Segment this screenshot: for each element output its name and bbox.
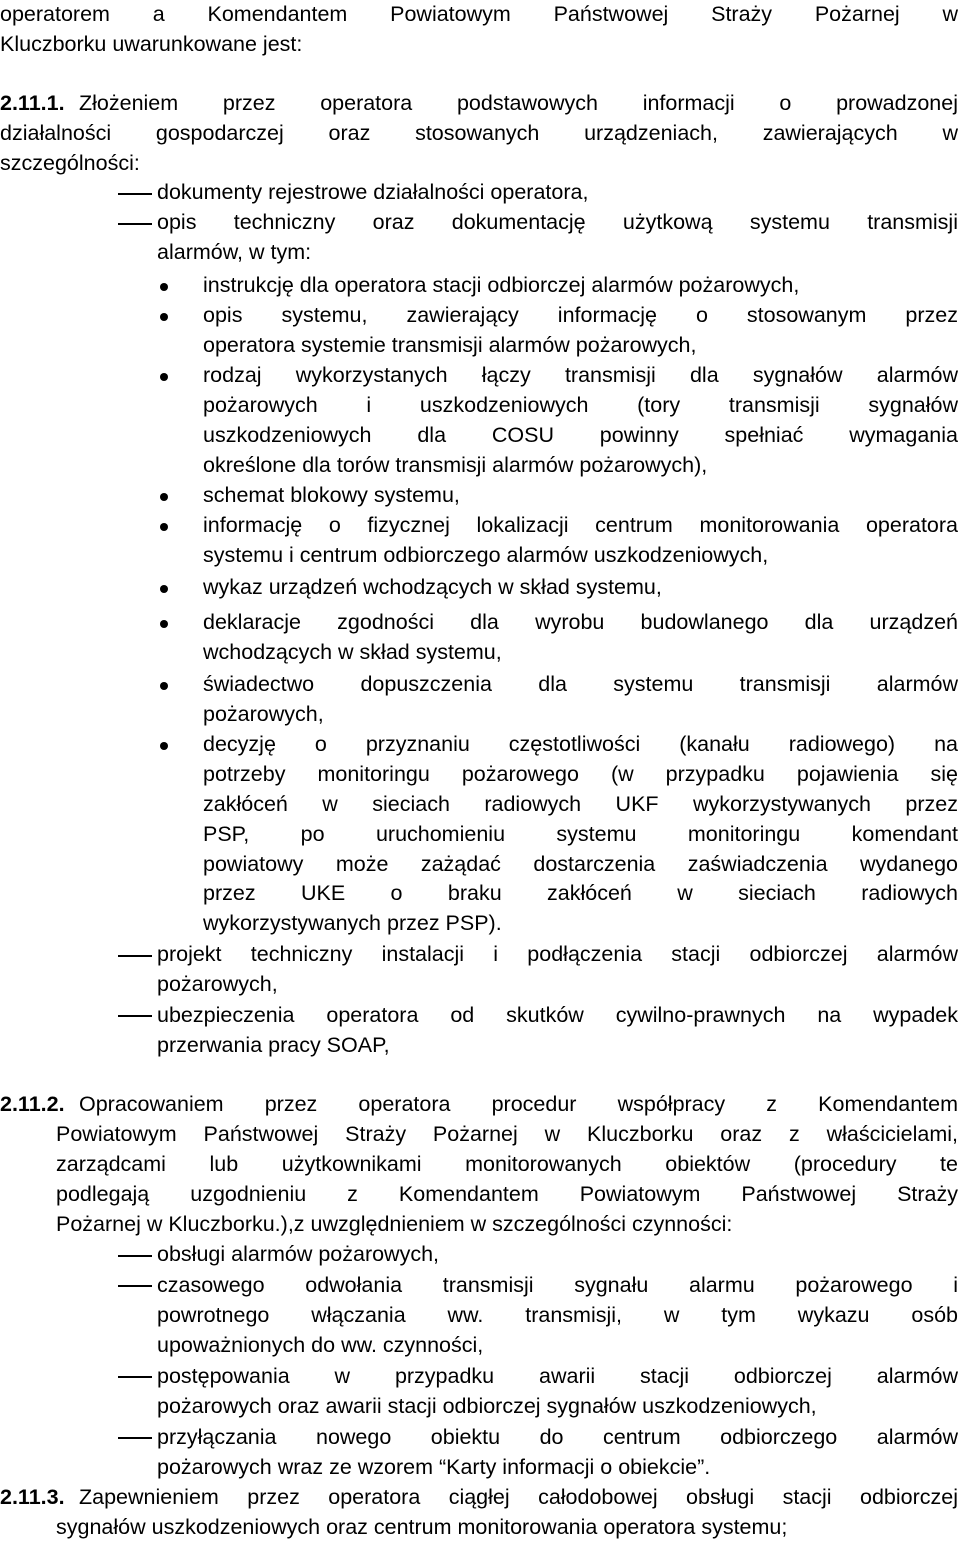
text-line: powrotnego włączania ww. transmisji, w tym wykazu osób bbox=[157, 1302, 958, 1327]
list-item bbox=[157, 940, 958, 1000]
bullet-item bbox=[203, 271, 918, 301]
text-line: rodzaj wykorzystanych łączy transmisji dla sygnałów alarmów bbox=[203, 363, 958, 387]
text-line: szczególności: bbox=[0, 150, 140, 175]
text-line: świadectwo dopuszczenia dla systemu transmisji alarmów bbox=[203, 672, 958, 696]
text-line: projekt techniczny instalacji i podłączenia stacji odbiorczej alarmów bbox=[157, 942, 958, 966]
text-line: postępowania w przypadku awarii stacji odbiorczej alarmów bbox=[157, 1364, 958, 1388]
text-line: sygnałów uszkodzeniowych oraz centrum monitorowania operatora systemu; bbox=[56, 1514, 788, 1539]
section-number: 2.11.2. bbox=[0, 1092, 65, 1116]
text-line: operatorem a Komendantem Powiatowym Państwowej Straży Pożarnej w bbox=[0, 2, 958, 26]
text-line: pożarowych wraz ze wzorem “Karty informacji o obiekcie”. bbox=[157, 1454, 711, 1479]
bullet-item bbox=[203, 670, 958, 730]
text-line: powiatowy może zażądać dostarczenia zaświadczenia wydanego bbox=[203, 851, 958, 876]
text-line: ubezpieczenia operatora od skutków cywilno-prawnych na wypadek bbox=[157, 1003, 958, 1027]
text-line: opis techniczny oraz dokumentację użytkową systemu transmisji bbox=[157, 210, 958, 234]
dash-marker bbox=[118, 1255, 152, 1257]
bullet-marker bbox=[160, 682, 168, 690]
text-line: opis systemu, zawierający informację o stosowanym przez bbox=[203, 303, 958, 327]
text-line: podlegają uzgodnieniu z Komendantem Powiatowym Państwowej Straży bbox=[56, 1181, 958, 1206]
text-line: wykaz urządzeń wchodzących w skład systemu, bbox=[203, 575, 662, 599]
dash-marker bbox=[118, 1285, 152, 1287]
list-item bbox=[157, 1001, 958, 1061]
section-number: 2.11.3. bbox=[0, 1485, 65, 1509]
bullet-marker bbox=[160, 493, 168, 501]
text-line: operatora systemie transmisji alarmów pożarowych, bbox=[203, 332, 697, 357]
text-line: potrzeby monitoringu pożarowego (w przypadku pojawienia się bbox=[203, 761, 958, 786]
text-line: dokumenty rejestrowe działalności operatora, bbox=[157, 180, 589, 204]
section-2-11-3-intro bbox=[56, 1483, 958, 1543]
bullet-item bbox=[203, 511, 958, 571]
text-line: przyłączania nowego obiektu do centrum odbiorczego alarmów bbox=[157, 1425, 958, 1449]
text-line: wchodzących w skład systemu, bbox=[203, 639, 502, 664]
dash-marker bbox=[118, 1015, 152, 1017]
text-line: wykorzystywanych przez PSP). bbox=[203, 911, 502, 936]
text-line: pożarowych i uszkodzeniowych (tory transmisji sygnałów bbox=[203, 392, 958, 417]
section-2-11-1-intro bbox=[0, 89, 958, 179]
bullet-marker bbox=[160, 742, 168, 750]
section-number: 2.11.1. bbox=[0, 91, 65, 115]
text-line: instrukcję dla operatora stacji odbiorczej alarmów pożarowych, bbox=[203, 273, 800, 297]
list-item bbox=[157, 1423, 958, 1483]
bullet-item bbox=[203, 573, 958, 603]
bullet-item bbox=[203, 608, 958, 668]
list-item bbox=[157, 1271, 958, 1361]
text-line: Zapewnieniem przez operatora ciągłej całodobowej obsługi stacji odbiorczej bbox=[79, 1485, 958, 1509]
dash-marker bbox=[118, 1376, 152, 1378]
text-line: uszkodzeniowych dla COSU powinny spełniać wymagania bbox=[203, 422, 958, 447]
text-line: decyzję o przyznaniu częstotliwości (kanału radiowego) na bbox=[203, 732, 958, 756]
bullet-item bbox=[203, 730, 958, 939]
list-item bbox=[157, 208, 958, 268]
list-item bbox=[157, 1240, 958, 1270]
text-line: PSP, po uruchomieniu systemu monitoringu komendant bbox=[203, 821, 958, 846]
section-2-11-2-intro bbox=[56, 1090, 958, 1239]
text-line: alarmów, w tym: bbox=[157, 239, 312, 264]
text-line: deklaracje zgodności dla wyrobu budowlanego dla urządzeń bbox=[203, 610, 958, 634]
bullet-marker bbox=[160, 523, 168, 531]
text-line: Złożeniem przez operatora podstawowych informacji o prowadzonej bbox=[79, 91, 958, 115]
text-line: schemat blokowy systemu, bbox=[203, 483, 460, 507]
bullet-item bbox=[203, 301, 958, 361]
intro-paragraph bbox=[0, 0, 958, 60]
text-line: przez UKE o braku zakłóceń w sieciach radiowych bbox=[203, 881, 958, 906]
text-line: czasowego odwołania transmisji sygnału alarmu pożarowego i bbox=[157, 1273, 958, 1297]
text-line: pożarowych oraz awarii stacji odbiorczej sygnałów uszkodzeniowych, bbox=[157, 1393, 817, 1418]
text-line: zarządcami lub użytkownikami monitorowanych obiektów (procedury te bbox=[56, 1151, 958, 1176]
text-line: Kluczborku uwarunkowane jest: bbox=[0, 31, 303, 56]
bullet-item bbox=[203, 361, 958, 481]
bullet-marker bbox=[160, 313, 168, 321]
bullet-marker bbox=[160, 373, 168, 381]
text-line: systemu i centrum odbiorczego alarmów uszkodzeniowych, bbox=[203, 542, 769, 567]
bullet-marker bbox=[160, 283, 168, 291]
bullet-marker bbox=[160, 620, 168, 628]
bullet-marker bbox=[160, 585, 168, 593]
text-line: działalności gospodarczej oraz stosowanych urządzeniach, zawierających w bbox=[0, 120, 958, 145]
dash-marker bbox=[118, 223, 152, 225]
dash-marker bbox=[118, 1437, 152, 1439]
text-line: pożarowych, bbox=[203, 701, 324, 726]
dash-marker bbox=[118, 193, 152, 195]
text-line: zakłóceń w sieciach radiowych UKF wykorzystywanych przez bbox=[203, 791, 958, 816]
text-line: pożarowych, bbox=[157, 971, 278, 996]
text-line: Pożarnej w Kluczborku.),z uwzględnieniem w szczególności czynności: bbox=[56, 1211, 733, 1236]
list-item bbox=[157, 178, 958, 208]
text-line: upoważnionych do ww. czynności, bbox=[157, 1332, 484, 1357]
text-line: informację o fizycznej lokalizacji centrum monitorowania operatora bbox=[203, 513, 958, 537]
text-line: określone dla torów transmisji alarmów pożarowych), bbox=[203, 452, 708, 477]
text-line: przerwania pracy SOAP, bbox=[157, 1032, 390, 1057]
list-item bbox=[157, 1362, 958, 1422]
text-line: obsługi alarmów pożarowych, bbox=[157, 1242, 440, 1266]
dash-marker bbox=[118, 955, 152, 957]
text-line: Opracowaniem przez operatora procedur współpracy z Komendantem bbox=[79, 1092, 958, 1116]
bullet-item bbox=[203, 481, 958, 511]
text-line: Powiatowym Państwowej Straży Pożarnej w Kluczborku oraz z właścicielami, bbox=[56, 1121, 958, 1146]
